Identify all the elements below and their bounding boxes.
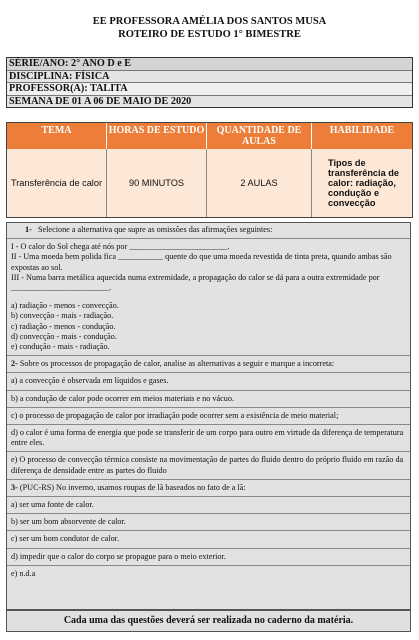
divider — [7, 372, 410, 373]
q3-option: c) ser um bom condutor de calor. — [11, 534, 119, 544]
divider — [7, 424, 410, 425]
divider — [7, 355, 410, 356]
footer-note: Cada uma das questões deverá ser realizada no caderno da matéria. — [6, 610, 411, 632]
q2-option: e) O processo de convecção térmica consiste na movimentação de partes do fluido dentro do próprio fluido em razão da diferença de densidade entre as partes do fluido — [11, 455, 404, 475]
q1-heading — [11, 225, 406, 235]
divider — [7, 238, 410, 239]
q3-option: d) impedir que o calor do corpo se propague para o meio exterior. — [11, 551, 226, 561]
q2-heading — [11, 359, 406, 369]
divider — [7, 407, 410, 408]
header-tema: TEMA — [7, 123, 107, 149]
q1-option: a) radiação - menos - convecção. — [11, 301, 119, 311]
questions-panel — [6, 222, 411, 610]
q1-option: e) condução - mais - radiação. — [11, 342, 110, 352]
q1-item: II - Uma moeda bem polida fica ___________ quente do que uma moeda revestida de tinta preta, quando ambas são expostas ao sol. — [11, 252, 392, 272]
cell-horas: 90 MINUTOS — [107, 149, 207, 217]
cell-tema: Transferência de calor — [7, 149, 107, 217]
header-horas: HORAS DE ESTUDO — [107, 123, 207, 149]
serie-row: SÉRIE/ANO: 2° ANO D e E — [7, 58, 412, 71]
q1-option: c) radiação - menos - condução. — [11, 321, 116, 331]
school-name: EE PROFESSORA AMÉLIA DOS SANTOS MUSA — [92, 16, 327, 27]
table-row — [7, 149, 412, 217]
q3-prompt: (PUC-RS) No inverno, usamos roupas de lã baseados no fato de a lã: — [19, 482, 246, 492]
q3-option: a) ser uma fonte de calor. — [11, 500, 94, 510]
divider — [7, 451, 410, 452]
cell-habilidade: Tipos de transferência de calor: radiação, condução e convecção — [328, 158, 399, 208]
q2-option: a) a convecção é observada em líquidos e gases. — [11, 376, 169, 386]
semana-row: SEMANA DE 01 A 06 DE MAIO DE 2020 — [7, 96, 412, 108]
info-block — [6, 57, 413, 108]
q3-number: 3- — [11, 482, 18, 492]
q2-prompt: Sobre os processos de propagação de calor, analise as alternativas a seguir e marque a incorreta: — [19, 359, 335, 369]
q3-heading — [11, 483, 406, 493]
q1-option: b) convecção - mais - radiação. — [11, 311, 114, 321]
q1-prompt: Selecione a alternativa que supre as omissões das afirmações seguintes: — [37, 225, 273, 234]
professor-row: PROFESSOR(A): TALITA — [7, 83, 412, 96]
divider — [7, 496, 410, 497]
q1-number: 1- — [25, 225, 32, 234]
header-quantidade: QUANTIDADE DE AULAS — [207, 123, 312, 149]
q3-option: e) n.d.a — [11, 568, 36, 578]
q3-option: b) ser um bom absorvente de calor. — [11, 517, 126, 527]
header-habilidade: HABILIDADE — [329, 125, 395, 136]
q2-number: 2- — [11, 359, 18, 369]
cell-quantidade: 2 AULAS — [207, 149, 312, 217]
divider — [7, 390, 410, 391]
q1-option: d) convecção - mais - condução. — [11, 331, 117, 341]
q2-option: b) a condução de calor pode ocorrer em meios materiais e no vácuo. — [11, 393, 235, 403]
divider — [7, 565, 410, 566]
divider — [7, 530, 410, 531]
plan-table — [6, 122, 413, 218]
divider — [7, 548, 410, 549]
divider — [7, 479, 410, 480]
document-title: ROTEIRO DE ESTUDO 1° BIMESTRE — [118, 29, 301, 40]
q2-option: d) o calor é uma forma de energia que pode se transferir de um corpo para outro em virtude da diferença de temperatura entre eles. — [11, 428, 404, 448]
disciplina-row: DISCIPLINA: FÍSICA — [7, 71, 412, 84]
q1-item: III - Numa barra metálica aquecida numa extremidade, a propagação do calor se dá para a outra extremidade por ________________________. — [11, 272, 380, 293]
q2-option: c) o processo de propagação de calor por irradiação pode ocorrer sem a existência de meio material; — [11, 410, 339, 420]
q1-item: I - O calor do Sol chega até nós por ________________________. — [11, 242, 230, 252]
divider — [7, 513, 410, 514]
table-header-row — [7, 123, 412, 149]
